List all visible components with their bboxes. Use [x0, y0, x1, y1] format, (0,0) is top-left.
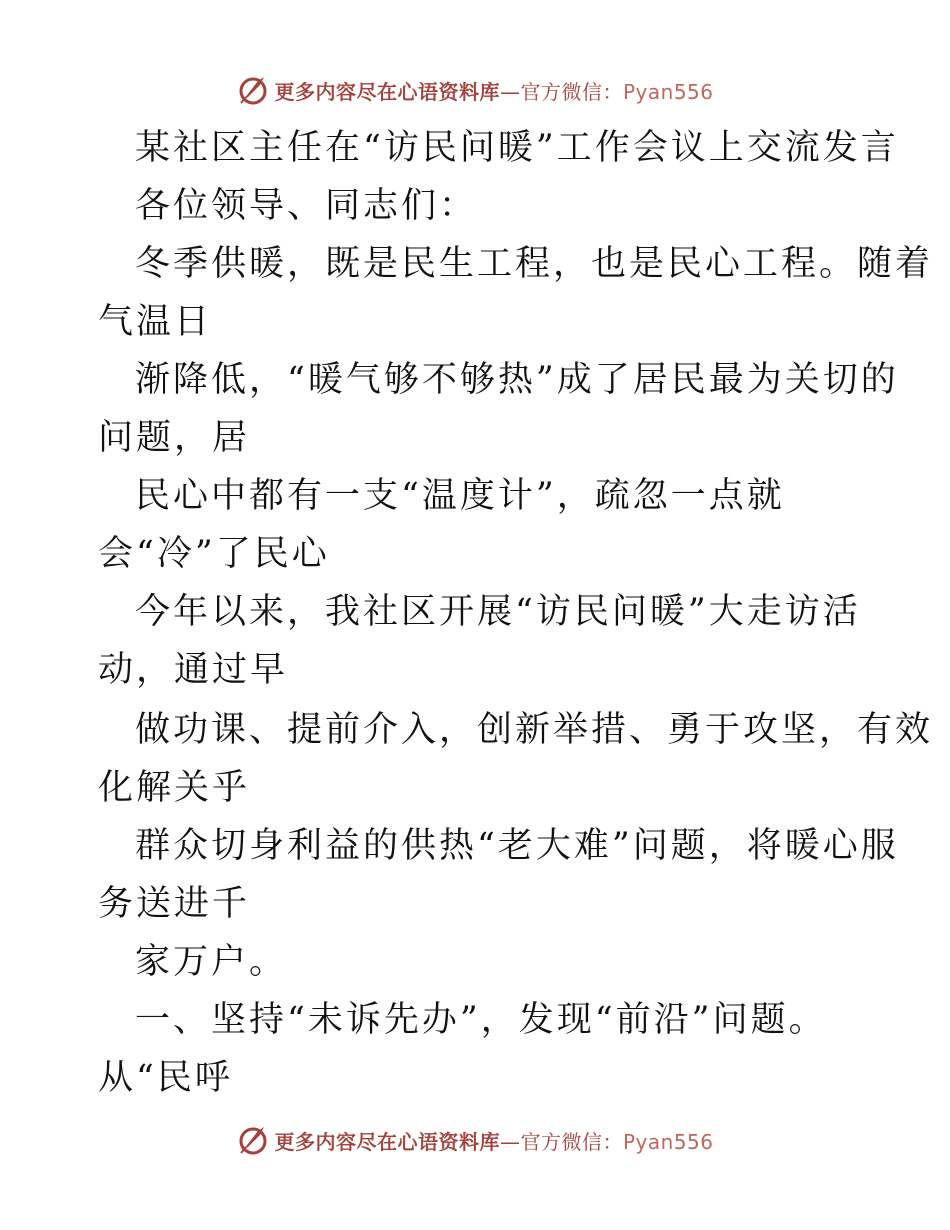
section-heading: 一、坚持“未诉先办”，发现“前沿”问题。: [135, 1000, 827, 1040]
body-line: 冬季供暖，既是民生工程，也是民心工程。随着: [135, 244, 934, 284]
watermark-text: [274, 1126, 713, 1155]
watermark-separator: —: [499, 79, 521, 104]
watermark-contact-id: Pyan556: [622, 1129, 714, 1154]
body-line: 会“冷”了民心: [98, 534, 330, 574]
footer-watermark: [0, 1120, 950, 1160]
body-line: 气温日: [98, 302, 213, 342]
body-line: 化解关乎: [98, 768, 251, 808]
watermark-contact-id: Pyan556: [622, 79, 714, 104]
document-title: 某社区主任在“访民问暖”工作会议上交流发言: [135, 128, 899, 168]
body-line: 渐降低，“暖气够不够热”成了居民最为关切的: [135, 360, 899, 400]
watermark-contact-label: 官方微信：: [520, 79, 623, 104]
body-line: 今年以来，我社区开展“访民问暖”大走访活: [135, 592, 861, 632]
body-line: 问题，居: [98, 418, 251, 458]
feather-pen-circle-icon: [236, 1123, 270, 1157]
body-line: 动，通过早: [98, 650, 289, 690]
body-line: 务送进千: [98, 884, 251, 924]
body-line: 做功课、提前介入，创新举措、勇于攻坚，有效: [135, 710, 934, 750]
body-line: 民心中都有一支“温度计”，疏忽一点就: [135, 476, 785, 516]
body-line: 从“民呼: [98, 1058, 233, 1098]
watermark-site: 更多内容尽在心语资料库: [274, 1129, 500, 1154]
body-line: 家万户。: [135, 942, 288, 982]
body-line: 群众切身利益的供热“老大难”问题，将暖心服: [135, 826, 899, 866]
watermark-site: 更多内容尽在心语资料库: [274, 79, 500, 104]
watermark-separator: —: [499, 1129, 521, 1154]
salutation: 各位领导、同志们：: [135, 186, 478, 226]
watermark-contact-label: 官方微信：: [520, 1129, 623, 1154]
